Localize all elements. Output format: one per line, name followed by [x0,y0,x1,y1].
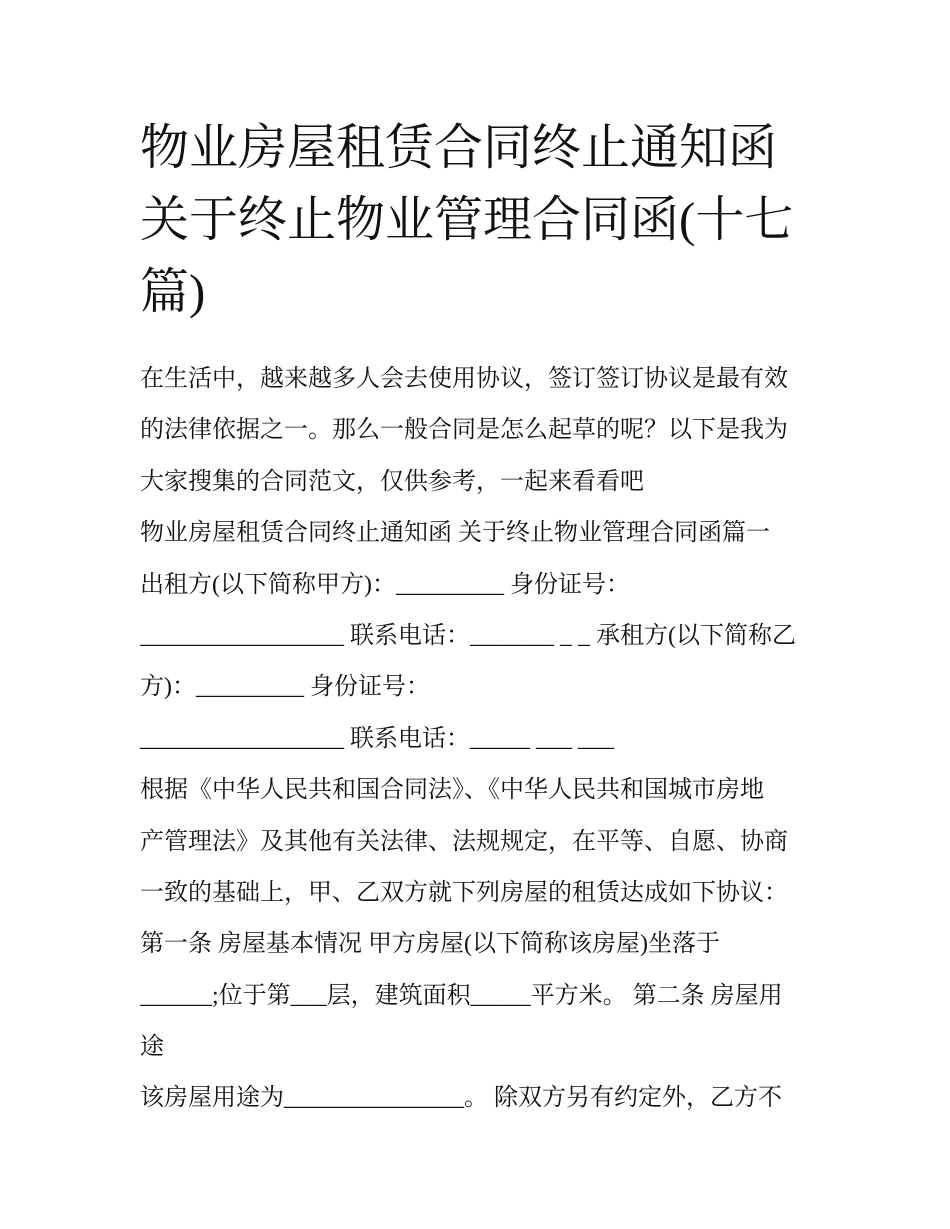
document-body [140,354,830,1125]
document-title [140,112,830,328]
lessor-line: 出租方(以下简称甲方)：_________ 身份证号： [140,571,630,598]
usage-line: 该房屋用途为_______________。 除双方另有约定外，乙方不 [140,1085,782,1112]
title-line-2: 关于终止物业管理合同函(十七 [140,192,794,247]
legal-basis-line-2: 产管理法》及其他有关法律、法规规定，在平等、自愿、协商 [140,828,788,855]
lessor-contact-line: _________________ 联系电话：_______ _ _ 承租方(以下简称乙 [140,622,796,649]
legal-basis-line-1: 根据《中华人民共和国合同法》、《中华人民共和国城市房地 [140,777,764,804]
article-2-continuation: 途 [140,1034,164,1061]
intro-line-3: 大家搜集的合同范文，仅供参考，一起来看看吧 [140,468,644,495]
legal-basis-line-3: 一致的基础上，甲、乙双方就下列房屋的租赁达成如下协议： [140,879,788,906]
intro-line-1: 在生活中，越来越多人会去使用协议，签订签订协议是最有效 [140,366,788,392]
article-1-line: 第一条 房屋基本情况 甲方房屋(以下简称该房屋)坐落于 [140,931,720,958]
section-heading: 物业房屋租赁合同终止通知函 关于终止物业管理合同函篇一 [140,520,770,547]
title-line-3: 篇) [140,264,206,319]
lessee-line: 方)：_________ 身份证号： [140,674,430,701]
intro-line-2: 的法律依据之一。那么一般合同是怎么起草的呢？以下是我为 [140,417,788,444]
lessee-contact-line: _________________ 联系电话：_____ ___ ___ [140,725,614,752]
title-line-1: 物业房屋租赁合同终止通知函 [140,120,778,175]
article-1-detail-line: ______;位于第___层，建筑面积_____平方米。 第二条 房屋用 [140,982,783,1009]
